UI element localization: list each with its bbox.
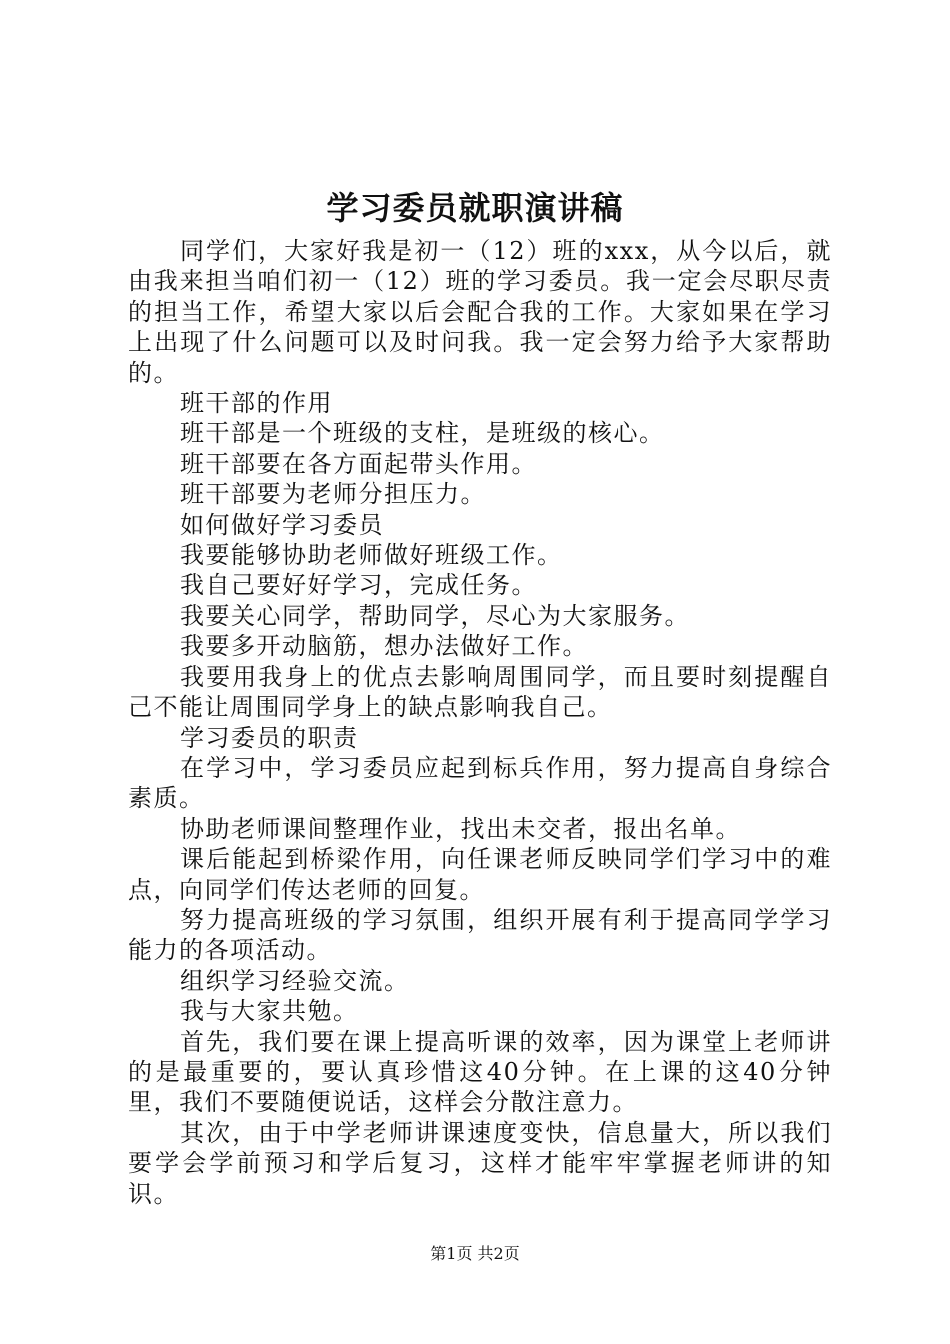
document-title: 学习委员就职演讲稿 xyxy=(326,189,624,227)
paragraph: 班干部要为老师分担压力。 xyxy=(180,480,486,509)
document-body xyxy=(128,236,832,1209)
paragraph: 其次，由于中学老师讲课速度变快，信息量大，所以我们要学会学前预习和学后复习，这样才能牢牢掌握老师讲的知识。 xyxy=(128,1118,832,1208)
paragraph: 组织学习经验交流。 xyxy=(180,966,410,995)
heading-how-to-be-study-monitor: 如何做好学习委员 xyxy=(180,510,384,539)
paragraph: 协助老师课间整理作业，找出未交者，报出名单。 xyxy=(180,814,741,843)
paragraph: 努力提高班级的学习氛围，组织开展有利于提高同学学习能力的各项活动。 xyxy=(128,905,832,965)
paragraph: 我要能够协助老师做好班级工作。 xyxy=(180,541,563,570)
paragraph: 班干部要在各方面起带头作用。 xyxy=(180,449,537,478)
heading-duties-of-study-monitor: 学习委员的职责 xyxy=(180,723,359,752)
paragraph-intro: 同学们，大家好我是初一（12）班的xxx，从今以后，就由我来担当咱们初一（12）班的学习委员。我一定会尽职尽责的担当工作，希望大家以后会配合我的工作。大家如果在学习上出现了什么问题可以及时问我。我一定会努力给予大家帮助的。 xyxy=(128,237,832,387)
paragraph: 首先，我们要在课上提高听课的效率，因为课堂上老师讲的是最重要的，要认真珍惜这40分钟。在上课的这40分钟里，我们不要随便说话，这样会分散注意力。 xyxy=(128,1027,832,1117)
paragraph: 我自己要好好学习，完成任务。 xyxy=(180,571,537,600)
paragraph: 班干部是一个班级的支柱，是班级的核心。 xyxy=(180,419,665,448)
page-number: 第1页 共2页 xyxy=(430,1244,520,1263)
paragraph: 课后能起到桥梁作用，向任课老师反映同学们学习中的难点，向同学们传达老师的回复。 xyxy=(128,845,832,904)
paragraph: 我与大家共勉。 xyxy=(180,997,359,1026)
paragraph: 在学习中，学习委员应起到标兵作用，努力提高自身综合素质。 xyxy=(128,753,832,813)
paragraph: 我要用我身上的优点去影响周围同学，而且要时刻提醒自己不能让周围同学身上的缺点影响我自己。 xyxy=(128,662,832,722)
heading-role-of-class-cadre: 班干部的作用 xyxy=(180,389,333,418)
paragraph: 我要多开动脑筋，想办法做好工作。 xyxy=(180,632,588,661)
paragraph: 我要关心同学，帮助同学，尽心为大家服务。 xyxy=(180,601,690,630)
